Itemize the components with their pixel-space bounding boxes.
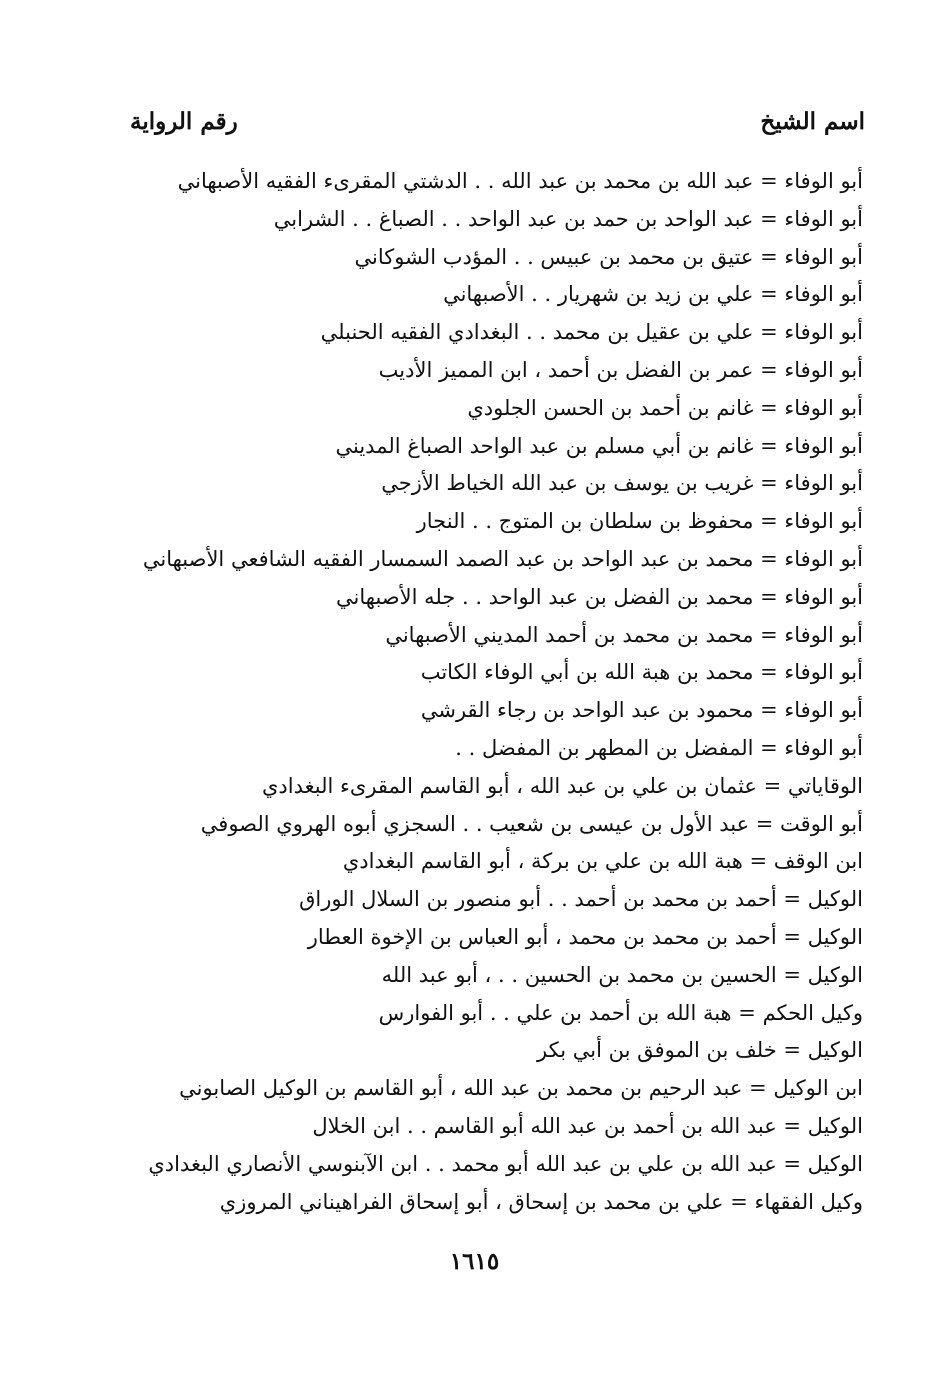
list-item: أبو الوفاء = عبد الله بن محمد بن عبد الله . . الدشتي المقرىء الفقيه الأصبهاني	[177, 169, 863, 193]
list-item: وكيل الفقهاء = علي بن محمد بن إسحاق ، أبو إسحاق الفراهيناني المروزي	[219, 1189, 863, 1214]
list-item: أبو الوفاء = علي بن زيد بن شهريار . . الأصبهاني	[443, 282, 863, 307]
list-item: وكيل الحكم = هبة الله بن أحمد بن علي . . أبو الفوارس	[378, 1000, 863, 1025]
list-item: الوقاياتي = عثمان بن علي بن عبد الله ، أبو القاسم المقرىء البغدادي	[262, 773, 863, 798]
page-header	[130, 108, 865, 148]
list-item: الوكيل = الحسين بن محمد بن الحسين . . ، أبو عبد الله	[381, 962, 863, 987]
list-item: الوكيل = عبد الله بن أحمد بن عبد الله أبو القاسم . . ابن الخلال	[312, 1113, 863, 1138]
list-item: أبو الوفاء = عمر بن الفضل بن أحمد ، ابن المميز الأديب	[378, 357, 863, 382]
list-item: أبو الوفاء = محفوظ بن سلطان بن المتوج . . النجار	[416, 509, 863, 534]
list-item: أبو الوفاء = غانم بن أبي مسلم بن عبد الواحد الصباغ المديني	[335, 433, 863, 458]
list-item: أبو الوفاء = محمد بن هبة الله بن أبي الوفاء الكاتب	[420, 660, 863, 685]
list-item: أبو الوفاء = غانم بن أحمد بن الحسن الجلودي	[467, 395, 863, 420]
column-heading-sheikh-name: اسم الشيخ	[760, 108, 865, 135]
list-item: الوكيل = أحمد بن محمد بن محمد ، أبو العباس بن الإخوة العطار	[307, 924, 863, 949]
list-item: أبو الوفاء = المفضل بن المطهر بن المفضل . .	[455, 735, 863, 760]
list-item: الوكيل = عبد الله بن علي بن عبد الله أبو محمد . . ابن الآبنوسي الأنصاري البغدادي	[148, 1151, 863, 1176]
list-item: ابن الوقف = هبة الله بن علي بن بركة ، أبو القاسم البغدادي	[342, 849, 863, 874]
list-item: أبو الوفاء = محمد بن عبد الواحد بن عبد الصمد السمسار الفقيه الشافعي الأصبهاني	[142, 546, 863, 571]
list-item: أبو الوقت = عبد الأول بن عيسى بن شعيب . . السجزي أبوه الهروي الصوفي	[200, 811, 863, 836]
list-item: أبو الوفاء = عبد الواحد بن حمد بن عبد الواحد . . الصباغ . . الشرابي	[273, 206, 863, 231]
list-item: أبو الوفاء = محمود بن عبد الواحد بن رجاء القرشي	[420, 698, 863, 723]
page-number: ١٦١٥	[449, 1248, 500, 1275]
list-item: أبو الوفاء = محمد بن محمد بن أحمد المديني الأصبهاني	[385, 622, 863, 647]
list-item: أبو الوفاء = غريب بن يوسف بن عبد الله الخياط الأزجي	[381, 471, 863, 496]
list-item: الوكيل = خلف بن الموفق بن أبي بكر	[537, 1038, 863, 1063]
sheikh-name-list	[142, 163, 863, 1221]
list-item: ابن الوكيل = عبد الرحيم بن محمد بن عبد الله ، أبو القاسم بن الوكيل الصابوني	[179, 1076, 863, 1101]
list-item: الوكيل = أحمد بن محمد بن أحمد . . أبو منصور بن السلال الوراق	[299, 887, 863, 912]
list-item: أبو الوفاء = عتيق بن محمد بن عبيس . . المؤدب الشوكاني	[354, 244, 863, 269]
list-item: أبو الوفاء = علي بن عقيل بن محمد . . البغدادي الفقيه الحنبلي	[320, 320, 863, 345]
list-item: أبو الوفاء = محمد بن الفضل بن عبد الواحد . . جله الأصبهاني	[336, 584, 863, 609]
column-heading-narration-number: رقم الرواية	[130, 108, 238, 135]
